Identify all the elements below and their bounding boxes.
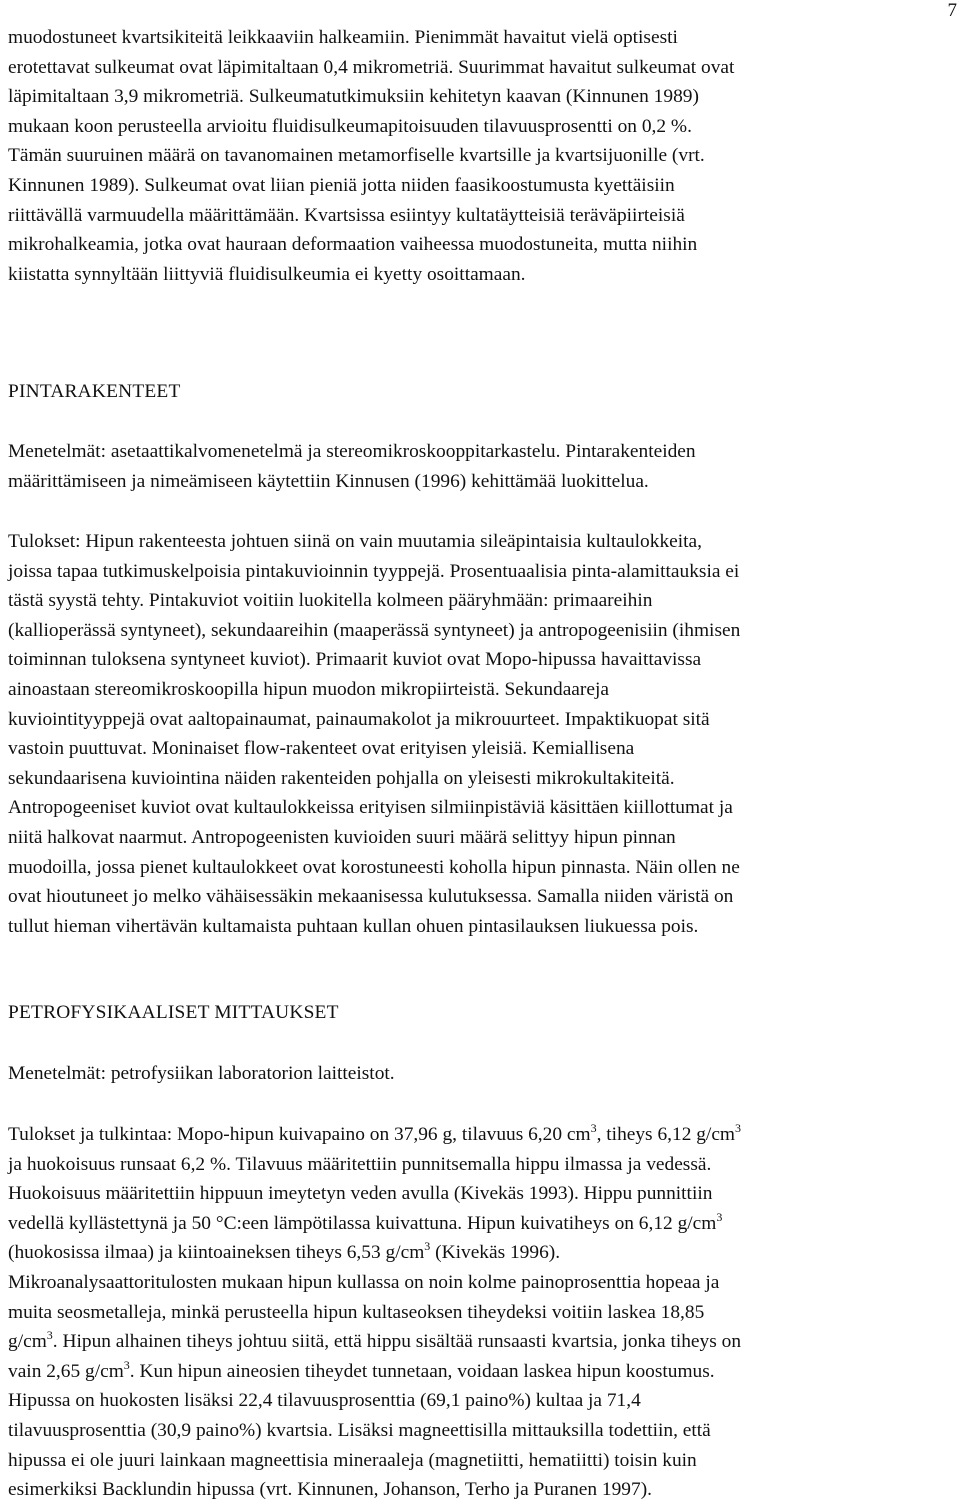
text-line (8, 1357, 956, 1387)
text-line: sekundaarisena kuviointina näiden rakenteiden pohjalla on yleisesti mikrokultakiteitä. (8, 767, 675, 789)
text-fragment: (Kivekäs 1996). (430, 1242, 561, 1264)
text-line (8, 1327, 956, 1357)
text-line (8, 1238, 956, 1268)
text-line: läpimitaltaan 3,9 mikrometriä. Sulkeumatutkimuksiin kehitetyn kaavan (Kinnunen 1989) (8, 86, 699, 108)
text-line: (kallioperässä syntyneet), sekundaareihin (maaperässä syntyneet) ja antropogeenisiin (ihmisen (8, 619, 741, 641)
page-number: 7 (947, 0, 957, 21)
text-fragment: , tiheys 6,12 g/cm (596, 1124, 736, 1145)
text-line: esimerkiksi Backlundin hipussa (vrt. Kinnunen, Johanson, Terho ja Puranen 1997). (8, 1479, 652, 1501)
text-line: muodostuneet kvartsikiteitä leikkaaviin halkeamiin. Pienimmät havaitut vielä optisesti (8, 27, 678, 48)
text-line: tilavuusprosenttia (30,9 paino%) kvartsia. Lisäksi magneettisilla mittauksilla todettiin, että (8, 1419, 711, 1441)
text-line: Hipussa on huokosten lisäksi 22,4 tilavuusprosenttia (69,1 paino%) kultaa ja 71,4 (8, 1390, 641, 1412)
section-heading-pintarakenteet: PINTARAKENTEET (8, 381, 181, 402)
superscript: 3 (46, 1328, 53, 1343)
text-line: kuviointityyppejä ovat aaltopainaumat, painaumakolot ja mikrouurteet. Impaktikuopat sitä (8, 708, 710, 730)
text-line: Kinnunen 1989). Sulkeumat ovat liian pieniä jotta niiden faasikoostumusta kyettäisiin (8, 174, 675, 196)
paragraph-petro-results (8, 1120, 956, 1505)
superscript: 3 (590, 1121, 597, 1135)
text-line: Mikroanalysaattoritulosten mukaan hipun kullassa on noin kolme painoprosenttia hopeaa ja (8, 1271, 720, 1293)
text-line: muodoilla, jossa pienet kultaulokkeet ovat korostuneesti koholla hipun pinnasta. Näin ollen ne (8, 856, 740, 878)
text-fragment: . Kun hipun aineosien tiheydet tunnetaan, voidaan laskea hipun koostumus. (129, 1360, 715, 1382)
paragraph-petro-methods (8, 1059, 956, 1089)
text-line: Huokoisuus määritettiin hippuun imeytetyn veden avulla (Kivekäs 1993). Hippu punnittiin (8, 1183, 713, 1205)
text-line: niitä halkovat naarmut. Antropogeenisten kuvioiden suuri määrä selittyy hipun pinnan (8, 826, 676, 848)
text-line: ovat hioutuneet jo melko vähäisessäkin mekaanisessa kulutuksessa. Samalla niiden väristä on (8, 886, 734, 908)
text-line: ainoastaan stereomikroskoopilla hipun muodon mikropiirteistä. Sekundaareja (8, 678, 609, 700)
text-line: hipussa ei ole juuri lainkaan magneettisia mineraaleja (magnetiitti, hematiitti) toisin kuin (8, 1449, 697, 1471)
text-line: Tämän suuruinen määrä on tavanomainen metamorfiselle kvartsille ja kvartsijuonille (vrt. (8, 145, 705, 167)
text-line: Menetelmät: asetaattikalvomenetelmä ja stereomikroskooppitarkastelu. Pintarakenteiden (8, 441, 696, 462)
text-fragment: . Hipun alhainen tiheys johtuu siitä, että hippu sisältää runsaasti kvartsia, jonka tiheys on (52, 1331, 742, 1353)
superscript: 3 (716, 1209, 723, 1224)
text-fragment: (huokosissa ilmaa) ja kiintoaineksen tiheys 6,53 g/cm (8, 1242, 425, 1264)
paragraph-pinta-methods (8, 437, 956, 496)
text-fragment: vedellä kyllästettynä ja 50 °C:een lämpötilassa kuivattuna. Hipun kuivatiheys on 6,12 g/cm (8, 1212, 717, 1234)
text-line: määrittämiseen ja nimeämiseen käytettiin Kinnusen (1996) kehittämää luokittelua. (8, 470, 649, 492)
text-line: tullut hieman vihertävän kultamaista puhtaan kullan ohuen pintasilauksen liukuessa pois. (8, 915, 699, 937)
text-line: Tulokset: Hipun rakenteesta johtuen siinä on vain muutamia sileäpintaisia kultaulokkeita, (8, 531, 702, 552)
text-line (8, 1120, 956, 1150)
text-line (8, 1209, 956, 1239)
text-line: toiminnan tuloksena syntyneet kuviot). Primaarit kuviot ovat Mopo-hipussa havaittavissa (8, 649, 702, 671)
text-line: Antropogeeniset kuviot ovat kultaulokkeissa erityisen silmiinpistäviä käsittäen kiillottumat ja (8, 797, 733, 819)
superscript: 3 (735, 1121, 742, 1135)
text-line: muita seosmetalleja, minkä perusteella hipun kultaseoksen tiheydeksi voitiin laskea 18,85 (8, 1301, 705, 1323)
superscript: 3 (424, 1239, 431, 1254)
paragraph-pinta-results (8, 527, 956, 941)
text-line: kiistatta synnyltään liittyviä fluidisulkeumia ei kyetty osoittamaan. (8, 263, 526, 285)
text-line: mikrohalkeamia, jotka ovat hauraan deformaation vaiheessa muodostuneita, mutta niihin (8, 234, 698, 256)
text-line: tästä syystä tehty. Pintakuviot voitiin luokitella kolmeen pääryhmään: primaareihin (8, 590, 653, 612)
text-fragment: Tulokset ja tulkintaa: Mopo-hipun kuivapaino on 37,96 g, tilavuus 6,20 cm (8, 1124, 591, 1145)
text-line: mukaan koon perusteella arvioitu fluidisulkeumapitoisuuden tilavuusprosentti on 0,2 %. (8, 115, 692, 137)
paragraph-fluid-inclusions (8, 23, 956, 289)
text-line: Menetelmät: petrofysiikan laboratorion laitteistot. (8, 1063, 395, 1084)
text-fragment: vain 2,65 g/cm (8, 1360, 124, 1382)
section-heading-petrofysikaaliset: PETROFYSIKAALISET MITTAUKSET (8, 1002, 339, 1023)
text-fragment: g/cm (8, 1331, 47, 1353)
superscript: 3 (123, 1357, 130, 1372)
text-line: ja huokoisuus runsaat 6,2 %. Tilavuus määritettiin punnitsemalla hippu ilmassa ja vedessä. (8, 1153, 712, 1175)
text-line: erotettavat sulkeumat ovat läpimitaltaan 0,4 mikrometriä. Suurimmat havaitut sulkeumat ovat (8, 56, 735, 78)
text-line: riittävällä varmuudella määrittämään. Kvartsissa esiintyy kultatäytteisiä teräväpiirteisiä (8, 204, 685, 226)
text-line: joissa tapaa tutkimuskelpoisia pintakuvioinnin tyyppejä. Prosentuaalisia pinta-alamittauksia ei (8, 560, 740, 582)
text-line: vastoin puuttuvat. Moninaiset flow-rakenteet ovat erityisen yleisiä. Kemiallisena (8, 738, 635, 760)
